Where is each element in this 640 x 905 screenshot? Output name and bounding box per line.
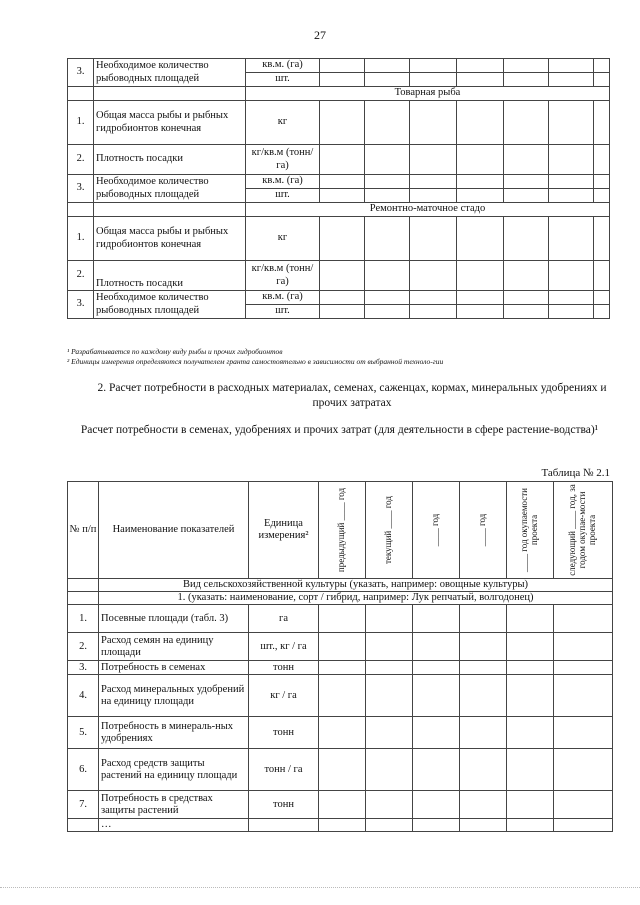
unit-cell: кг <box>246 217 320 261</box>
section-title-brood-stock: Ремонтно-маточное стадо <box>246 203 610 217</box>
section-row <box>68 203 610 217</box>
table-subheading: Расчет потребности в семенах, удобрениях и прочих затрат (для деятельности в сфере растение-водства)¹ <box>80 424 599 436</box>
unit-cell: тонн <box>249 717 319 749</box>
table-row <box>68 261 610 291</box>
unit-cell: кв.м. (га) <box>246 59 320 73</box>
header-year-3 <box>413 482 460 579</box>
header-next-year <box>554 482 613 579</box>
unit-cell: кг/кв.м (тонн/га) <box>246 261 320 291</box>
row-number: 3. <box>68 291 94 319</box>
header-number-text: № п/п <box>69 523 97 535</box>
table-row <box>68 605 613 633</box>
header-current-year <box>366 482 413 579</box>
row-number: 2. <box>68 261 94 291</box>
table-row <box>68 175 610 189</box>
unit-cell: кг <box>246 101 320 145</box>
table-row <box>68 717 613 749</box>
unit-cell: тонн <box>249 661 319 675</box>
table-row <box>68 291 610 305</box>
table-label: Таблица № 2.1 <box>541 467 610 479</box>
row-number: 3. <box>68 661 99 675</box>
section-row <box>68 87 610 101</box>
indicator-name: Потребность в семенах <box>99 661 249 675</box>
row-number: 7. <box>68 791 99 819</box>
header-row <box>68 482 613 579</box>
row-number: 2. <box>68 633 99 661</box>
ellipsis-cell: … <box>99 819 249 832</box>
unit-cell: тонн <box>249 791 319 819</box>
row-number: 6. <box>68 749 99 791</box>
indicator-name: Потребность в минераль-ных удобрениях <box>99 717 249 749</box>
row-number: 5. <box>68 717 99 749</box>
row-number: 1. <box>68 101 94 145</box>
table-row <box>68 217 610 261</box>
indicator-name: Необходимое количество рыбоводных площадей <box>94 59 246 87</box>
unit-cell: кв.м. (га) <box>246 291 320 305</box>
table-row <box>68 819 613 832</box>
row-number: 1. <box>68 605 99 633</box>
header-indicator-name: Наименование показателей <box>99 482 249 579</box>
indicator-name: Плотность посадки <box>94 145 246 175</box>
unit-cell: шт., кг / га <box>249 633 319 661</box>
crop-requirements-table <box>67 481 613 832</box>
indicator-name: Необходимое количество рыбоводных площадей <box>94 291 246 319</box>
unit-cell: шт. <box>246 189 320 203</box>
table-row <box>68 749 613 791</box>
row-number: 2. <box>68 145 94 175</box>
unit-cell: га <box>249 605 319 633</box>
indicator-name: Необходимое количество рыбоводных площадей <box>94 175 246 203</box>
indicator-name: Посевные площади (табл. 3) <box>99 605 249 633</box>
row-number: 4. <box>68 675 99 717</box>
indicator-name: Расход средств защиты растений на единицу площади <box>99 749 249 791</box>
indicator-name: Общая масса рыбы и рыбных гидробионтов конечная <box>94 101 246 145</box>
footnote-1: ¹ Разрабатывается по каждому виду рыбы и прочих гидробионтов <box>67 347 283 356</box>
table-row <box>68 145 610 175</box>
header-previous-year-text: предыдущий ____ год <box>336 487 347 573</box>
header-current-year-text: текущий ____ год <box>383 495 394 565</box>
header-payback-year-text: ____ год окупаемости проекта <box>519 488 539 573</box>
table-row <box>68 633 613 661</box>
header-number <box>68 482 99 579</box>
header-year-3-text: ____ год <box>430 513 441 547</box>
unit-cell: кв.м. (га) <box>246 175 320 189</box>
section-heading: 2. Расчет потребности в расходных материалах, семенах, саженцах, кормах, минеральных удобрениях и прочих затратах <box>97 382 607 409</box>
unit-cell: шт. <box>246 73 320 87</box>
row-number: 1. <box>68 217 94 261</box>
indicator-name: Плотность посадки <box>94 261 246 291</box>
variety-row <box>68 592 613 605</box>
table-row <box>68 101 610 145</box>
page-number: 27 <box>314 28 326 42</box>
unit-cell: кг / га <box>249 675 319 717</box>
header-unit: Единица измерения² <box>249 482 319 579</box>
indicator-name: Расход минеральных удобрений на единицу площади <box>99 675 249 717</box>
variety-title: 1. (указать: наименование, сорт / гибрид, например: Лук репчатый, волгодонец) <box>99 592 613 605</box>
row-number: 3. <box>68 175 94 203</box>
table-row <box>68 675 613 717</box>
crop-type-row <box>68 579 613 592</box>
indicator-name: Потребность в средствах защиты растений <box>99 791 249 819</box>
table-row <box>68 59 610 73</box>
crop-type-title: Вид сельскохозяйственной культуры (указать, например: овощные культуры) <box>99 579 613 592</box>
footnote-2: ² Единицы измерения определяются получателем гранта самостоятельно в зависимости от выбранной техноло-гии <box>67 357 444 366</box>
unit-cell: тонн / га <box>249 749 319 791</box>
unit-cell: шт. <box>246 305 320 319</box>
section-title-commercial-fish: Товарная рыба <box>246 87 610 101</box>
header-next-year-text: следующий ____ год, за годом окупае-мости проекта <box>567 484 597 576</box>
table-row <box>68 791 613 819</box>
unit-cell: кг/кв.м (тонн/га) <box>246 145 320 175</box>
indicator-name: Расход семян на единицу площади <box>99 633 249 661</box>
fish-requirements-table <box>67 58 610 319</box>
row-number: 3. <box>68 59 94 87</box>
header-year-4 <box>460 482 507 579</box>
table-row <box>68 661 613 675</box>
indicator-name: Общая масса рыбы и рыбных гидробионтов конечная <box>94 217 246 261</box>
header-previous-year <box>319 482 366 579</box>
header-payback-year <box>507 482 554 579</box>
header-year-4-text: ____ год <box>477 513 488 547</box>
page-bottom-rule <box>0 887 640 888</box>
